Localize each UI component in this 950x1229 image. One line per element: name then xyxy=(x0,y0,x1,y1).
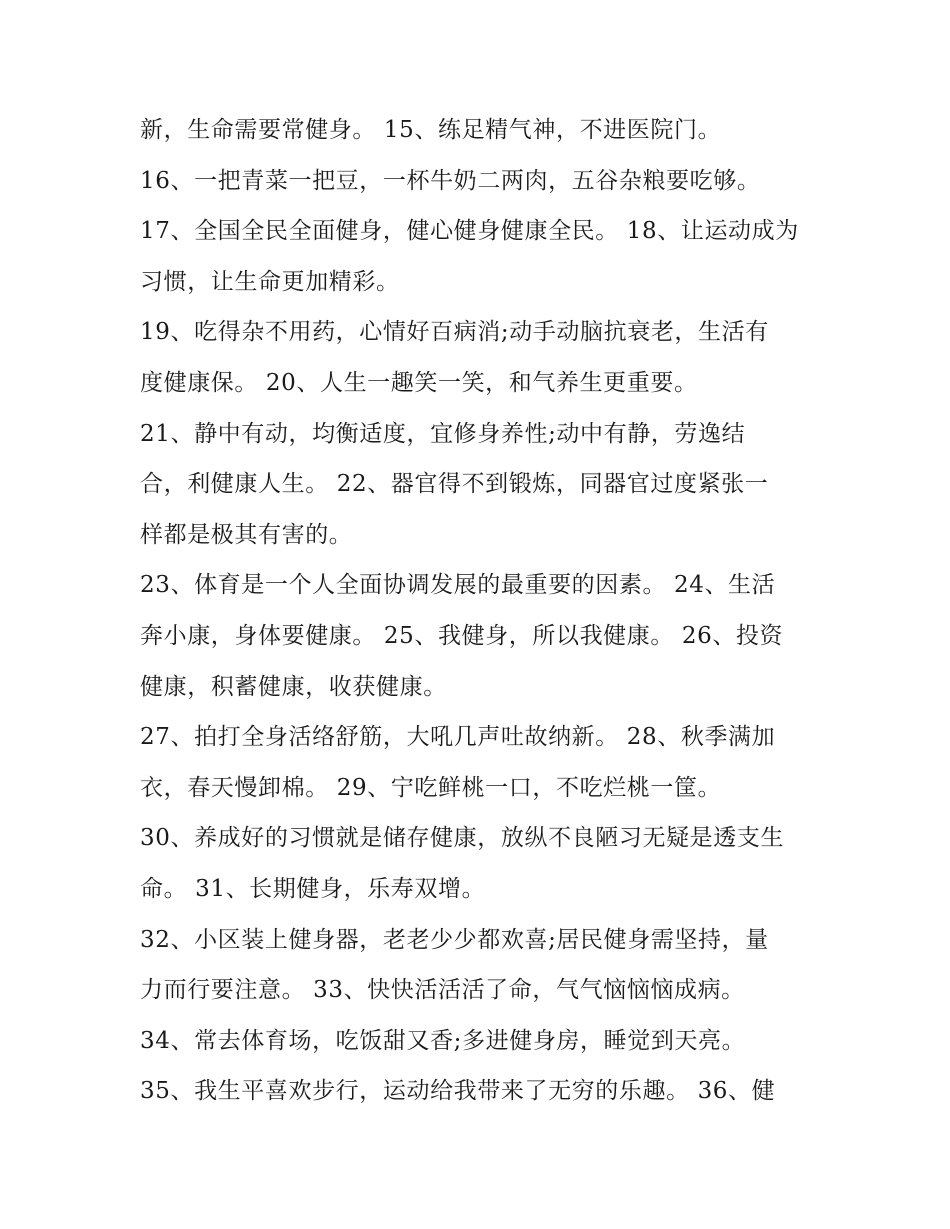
text-line: 习惯，让生命更加精彩。 xyxy=(140,268,400,295)
text-line: 健康，积蓄健康，收获健康。 xyxy=(140,673,447,700)
text-line: 样都是极其有害的。 xyxy=(140,521,353,548)
text-line: 奔小康，身体要健康。 25、我健身，所以我健康。 26、投资 xyxy=(140,622,784,649)
text-line: 17、全国全民全面健身，健心健身健康全民。 18、让运动成为 xyxy=(140,218,799,245)
text-line: 命。 31、长期健身，乐寿双增。 xyxy=(140,875,486,902)
text-line: 21、静中有动，均衡适度，宜修身养性;动中有静，劳逸结 xyxy=(140,420,746,447)
text-line: 27、拍打全身活络舒筋，大吼几声吐故纳新。 28、秋季满加 xyxy=(140,724,776,751)
text-line: 23、体育是一个人全面协调发展的最重要的因素。 24、生活 xyxy=(140,572,776,599)
text-line: 35、我生平喜欢步行，运动给我带来了无穷的乐趣。 36、健 xyxy=(140,1078,776,1105)
text-line: 力而行要注意。 33、快快活活活了命，气气恼恼恼成病。 xyxy=(140,977,745,1004)
text-line: 19、吃得杂不用药，心情好百病消;动手动脑抗衰老，生活有 xyxy=(140,319,769,346)
text-line: 32、小区装上健身器，老老少少都欢喜;居民健身需坚持，量 xyxy=(140,926,769,953)
text-line: 30、养成好的习惯就是储存健康，放纵不良陋习无疑是透支生 xyxy=(140,825,785,852)
text-line: 衣，春天慢卸棉。 29、宁吃鲜桃一口，不吃烂桃一筐。 xyxy=(140,774,722,801)
text-line: 16、一把青菜一把豆，一杯牛奶二两肉，五谷杂粮要吃够。 xyxy=(140,167,761,194)
text-line: 合，利健康人生。 22、器官得不到锻炼，同器官过度紧张一 xyxy=(140,471,769,498)
text-line: 新，生命需要常健身。 15、练足精气神，不进医院门。 xyxy=(140,117,722,143)
text-block xyxy=(140,105,820,1117)
text-line: 度健康保。 20、人生一趣笑一笑，和气养生更重要。 xyxy=(140,369,698,396)
text-line: 34、常去体育场，吃饭甜又香;多进健身房，睡觉到天亮。 xyxy=(140,1027,746,1054)
